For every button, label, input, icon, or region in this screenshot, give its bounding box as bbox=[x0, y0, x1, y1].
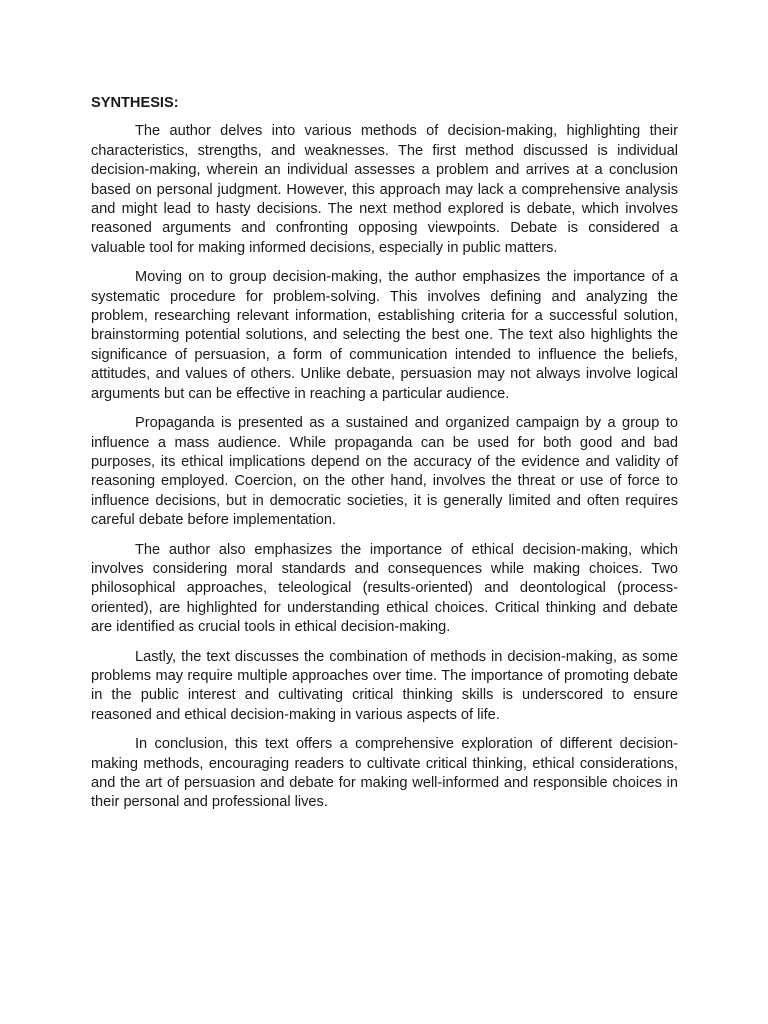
paragraph-individual-decision-making: The author delves into various methods of decision-making, highlighting their characteristics, strengths, and weaknesses. The first method discussed is individual decision-making, wherein an individual assesses a problem and arrives at a conclusion based on personal judgment. However, this approach may lack a comprehensive analysis and might lead to hasty decisions. The next method explored is debate, which involves reasoned arguments and confronting opposing viewpoints. Debate is considered a valuable tool for making informed decisions, especially in public matters. bbox=[91, 123, 678, 256]
paragraph-ethical-decision-making: The author also emphasizes the importance of ethical decision-making, which involves considering moral standards and consequences while making choices. Two philosophical approaches, teleological (results-oriented) and deontological (process-oriented), are highlighted for understanding ethical choices. Critical thinking and debate are identified as crucial tools in ethical decision-making. bbox=[91, 541, 678, 636]
paragraph-propaganda: Propaganda is presented as a sustained and organized campaign by a group to influence a mass audience. While propaganda can be used for both good and bad purposes, its ethical implications depend on the accuracy of the evidence and validity of reasoning employed. Coercion, on the other hand, involves the threat or use of force to influence decisions, but in democratic societies, it is generally limited and often requires careful debate before implementation. bbox=[91, 415, 678, 529]
section-heading: SYNTHESIS: bbox=[91, 95, 179, 111]
paragraph-conclusion: In conclusion, this text offers a comprehensive exploration of different decision-making methods, encouraging readers to cultivate critical thinking, ethical considerations, and the art of persuasion and debate for making well-informed and responsible choices in their personal and professional lives. bbox=[91, 736, 678, 811]
paragraph-combination-of-methods: Lastly, the text discusses the combination of methods in decision-making, as some problems may require multiple approaches over time. The importance of promoting debate in the public interest and cultivating critical thinking skills is underscored to ensure reasoned and ethical decision-making in various aspects of life. bbox=[91, 648, 678, 723]
document-body bbox=[91, 94, 678, 823]
paragraph-group-decision-making: Moving on to group decision-making, the author emphasizes the importance of a systematic procedure for problem-solving. This involves defining and analyzing the problem, researching relevant information, establishing criteria for a successful solution, brainstorming potential solutions, and selecting the best one. The text also highlights the significance of persuasion, a form of communication intended to influence the beliefs, attitudes, and values of others. Unlike debate, persuasion may not always involve logical arguments but can be effective in reaching a particular audience. bbox=[91, 269, 678, 402]
